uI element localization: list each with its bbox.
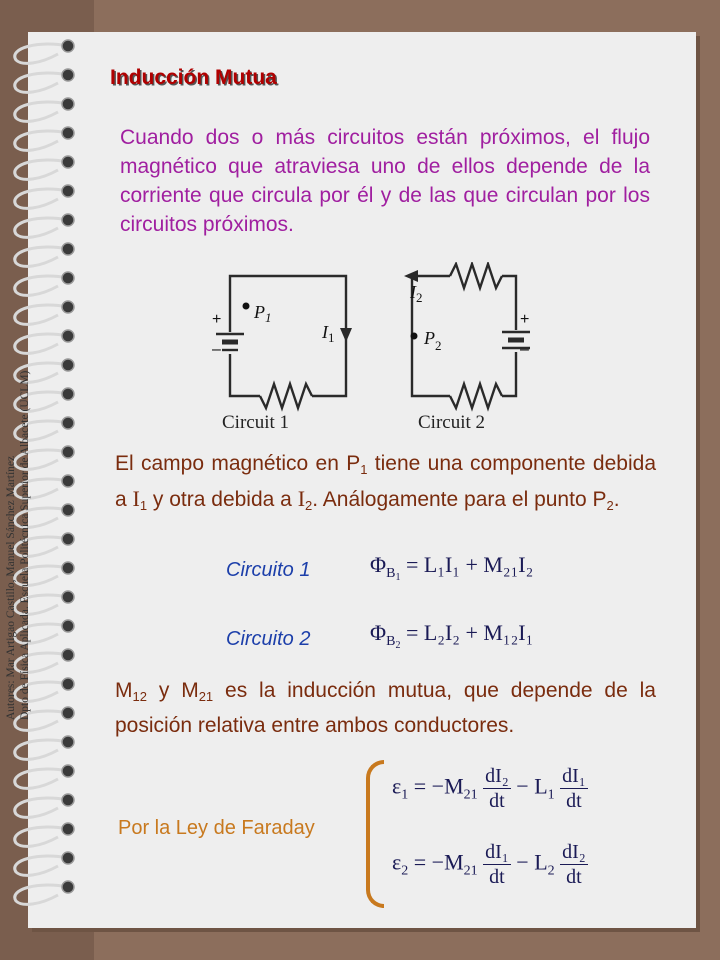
spiral-hole — [62, 678, 74, 690]
spiral-coil — [15, 769, 68, 788]
mutual-paragraph: $M_{12}$ y $M_{21}$ es la inducción mutua, que depende de la posición relativa entre ambos conductores. — [115, 679, 656, 737]
spiral-coil — [15, 160, 68, 179]
spiral-coil — [15, 131, 68, 150]
spiral-coil — [15, 247, 68, 266]
spiral-hole — [62, 214, 74, 226]
spiral-hole — [62, 388, 74, 400]
spiral-hole — [62, 301, 74, 313]
spiral-hole — [62, 823, 74, 835]
spiral-coil — [15, 189, 68, 208]
field-paragraph: El campo magnético en $P_1$ tiene una componente debida a $I_1$ y otra debida a $I_2$. Análogamente para el punto $P_2$. — [115, 452, 656, 513]
spiral-coil — [15, 305, 68, 324]
spiral-coil — [15, 218, 68, 237]
spiral-hole — [62, 533, 74, 545]
spiral-hole — [62, 156, 74, 168]
spiral-hole — [62, 475, 74, 487]
spiral-hole — [62, 243, 74, 255]
intro-paragraph: Cuando dos o más circuitos están próximos, el flujo magnético que atraviesa uno de ellos depende de la corriente que circula por él y de las que circulan por los circuitos próximos. — [120, 126, 650, 236]
spiral-hole — [62, 98, 74, 110]
faraday-equation-2: $\varepsilon_2 = -M_{21}$ $\frac{\text{dI₁}}{dt}$ − $L_2$ $\frac{\text{dI₂}}{dt}$ — [392, 841, 586, 888]
point-p1-label: $P_1$ — [254, 302, 272, 325]
spiral-coil — [15, 885, 68, 904]
spiral-hole — [62, 765, 74, 777]
flux-equation-2: $\Phi_{B2} = L_2I_2 + M_{12}I_1$ — [370, 620, 534, 651]
battery1-plus: + — [212, 311, 222, 328]
spiral-hole — [62, 620, 74, 632]
spiral-hole — [62, 504, 74, 516]
spiral-hole — [62, 185, 74, 197]
spiral-hole — [62, 852, 74, 864]
battery2-plus: + — [520, 311, 530, 328]
point-p2-label: $P_2$ — [424, 328, 442, 353]
circuito1-label: Circuito 1 — [226, 559, 311, 581]
spiral-hole — [62, 446, 74, 458]
equation-brace — [366, 760, 384, 908]
spiral-coil — [15, 827, 68, 846]
spiral-coil — [15, 798, 68, 817]
spiral-hole — [62, 40, 74, 52]
flux-equation-1: $\Phi_{B1} = L_1I_1 + M_{21}I_2$ — [370, 552, 534, 583]
spiral-hole — [62, 359, 74, 371]
spiral-hole — [62, 794, 74, 806]
spiral-hole — [62, 707, 74, 719]
spiral-hole — [62, 272, 74, 284]
spiral-hole — [62, 562, 74, 574]
spiral-hole — [62, 736, 74, 748]
spiral-coil — [15, 276, 68, 295]
current-i1-label: $I_1$ — [322, 322, 335, 345]
spiral-coil — [15, 73, 68, 92]
credits — [4, 371, 32, 720]
circuit1-label: Circuit 1 — [222, 412, 290, 433]
spiral-hole — [62, 881, 74, 893]
spiral-hole — [62, 417, 74, 429]
credits-line-1: Autores: Mar Artigao Castillo, Manuel Sánchez Martínez — [5, 455, 17, 720]
faraday-equation-1: $\varepsilon_1 = -M_{21}$ $\frac{\text{dI₂}}{dt}$ − $L_1$ $\frac{\text{dI₁}}{dt}$ — [392, 765, 586, 812]
credits-line-2: Dpto de Física Aplicada. Escuela Politécnica Superior de Albacete (UCLM) — [19, 370, 31, 720]
spiral-hole — [62, 649, 74, 661]
spiral-coil — [15, 44, 68, 63]
page-title: Inducción Mutua — [110, 66, 277, 89]
spiral-coil — [15, 334, 68, 353]
spiral-hole — [62, 127, 74, 139]
battery2-minus: – — [520, 341, 529, 358]
circuit2-label: Circuit 2 — [418, 412, 486, 433]
spiral-hole — [62, 69, 74, 81]
faraday-label: Por la Ley de Faraday — [118, 817, 315, 839]
circuito2-label: Circuito 2 — [226, 628, 311, 650]
battery1-minus: – — [212, 341, 221, 358]
spiral-hole — [62, 330, 74, 342]
spiral-coil — [15, 856, 68, 875]
circuits-figure — [200, 262, 560, 440]
spiral-hole — [62, 591, 74, 603]
current-i2-label: $I_2$ — [410, 282, 423, 305]
spiral-coil — [15, 102, 68, 121]
spiral-coil — [15, 740, 68, 759]
